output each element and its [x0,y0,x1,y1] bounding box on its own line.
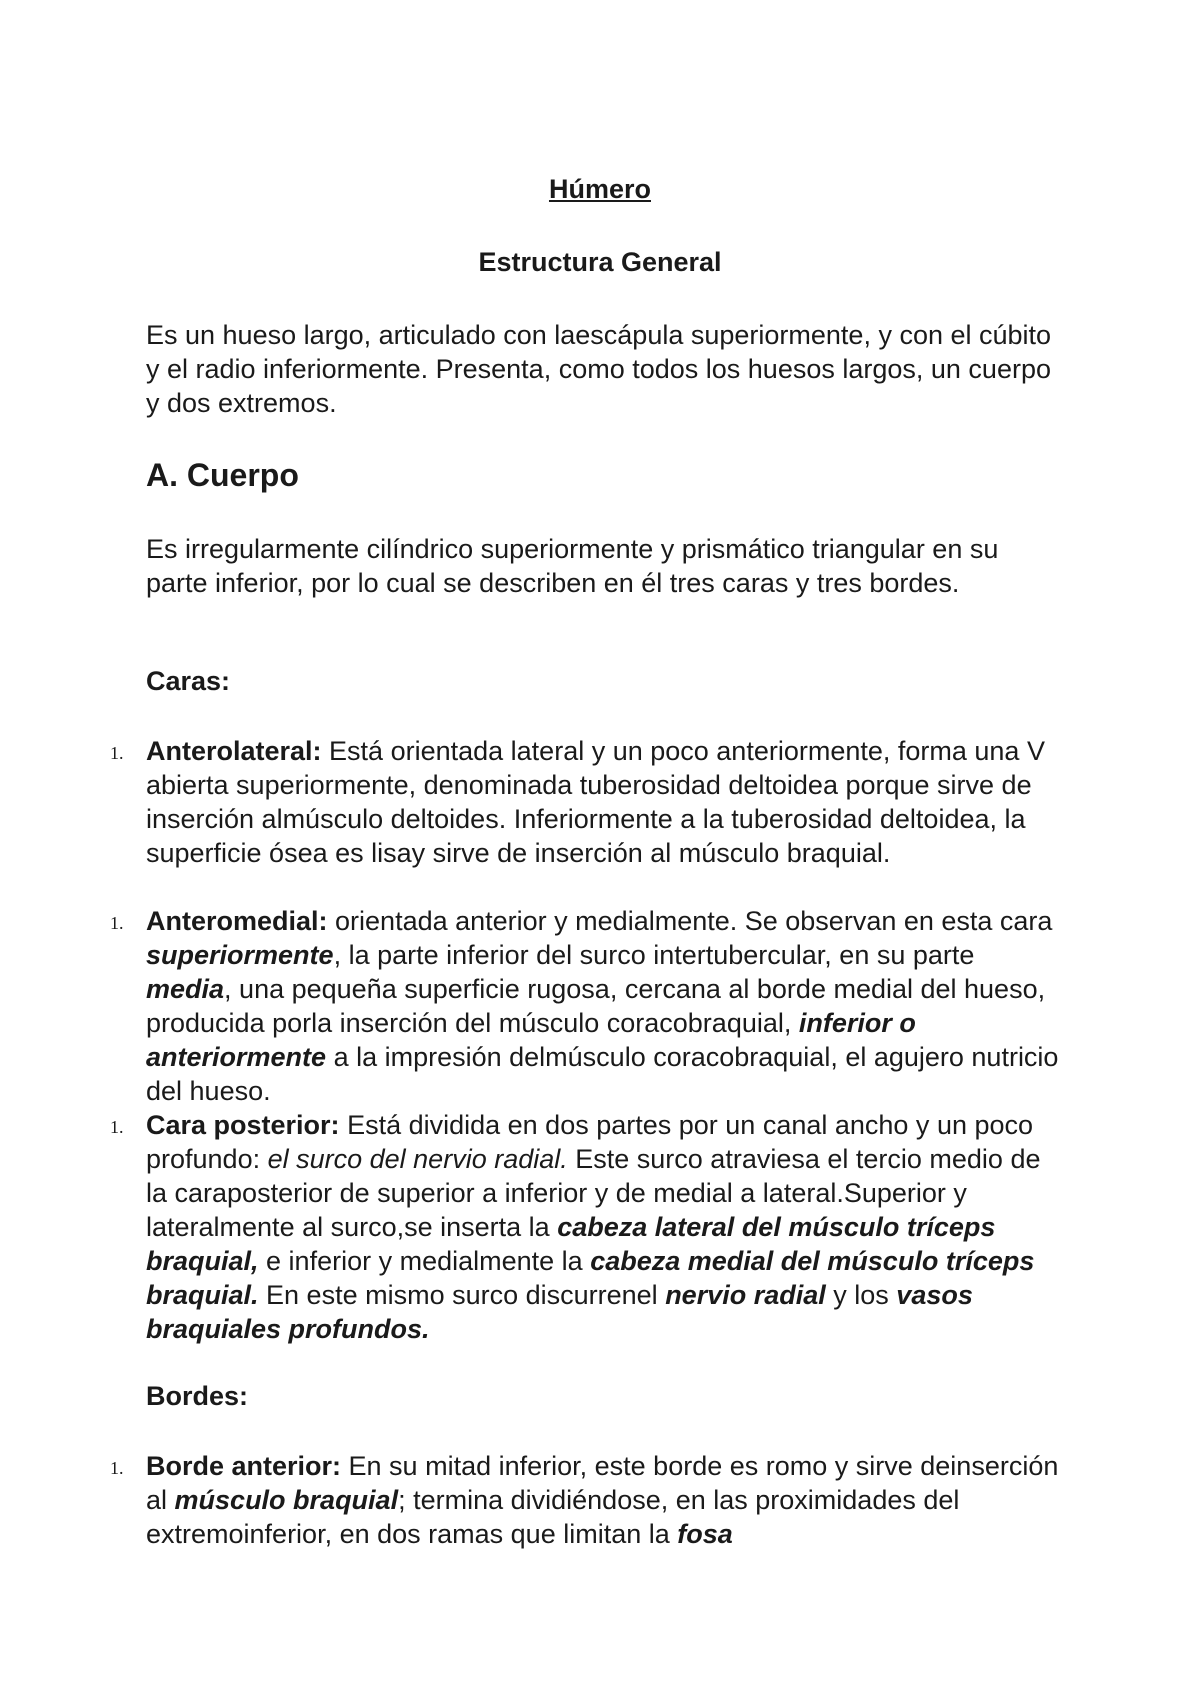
page-subtitle: Estructura General [478,247,722,277]
page-title: Húmero [548,174,651,204]
emphasis-text: fosa [677,1519,733,1549]
item-text: En su mitad inferior, este borde es romo y sirve deinserción al [146,1451,1059,1515]
item-title: Borde anterior: [146,1451,342,1481]
list-number: 1. [110,913,124,933]
section-heading-cuerpo: A. Cuerpo [146,457,299,493]
emphasis-text: vasos braquiales profundos. [146,1280,973,1344]
list-item-anterolateral [110,734,1066,870]
list-number: 1. [110,743,124,763]
bordes-label: Bordes: [146,1381,249,1411]
list-item-cara-posterior [110,1108,1066,1346]
emphasis-text: media [146,974,225,1004]
emphasis-text: inferior o anteriormente [146,1008,916,1072]
emphasis-text: cabeza medial del músculo tríceps braquial. [146,1246,1035,1310]
item-text: En este mismo surco discurrenel [258,1280,666,1310]
item-text: a la impresión delmúsculo coracobraquial, el agujero nutricio del hueso. [146,1042,1059,1106]
item-title: Anterolateral: [146,736,322,766]
list-number: 1. [110,1117,124,1137]
emphasis-text: músculo braquial [174,1485,399,1515]
emphasis-text: cabeza lateral del músculo tríceps braquial, [146,1212,996,1276]
item-text: e inferior y medialmente la [258,1246,591,1276]
list-item-borde-anterior [110,1449,1066,1551]
intro-paragraph: Es un hueso largo, articulado con laescápula superiormente, y con el cúbito y el radio inferiormente. Presenta, como todos los huesos largos, un cuerpo y dos extremos. [146,320,1052,418]
item-text: orientada anterior y medialmente. Se observan en esta cara [327,906,1053,936]
caras-label: Caras: [146,666,231,696]
item-title: Cara posterior: [146,1110,340,1140]
item-text: , una pequeña superficie rugosa, cercana al borde medial del hueso, producida porla inserción del músculo coracobraquial, [146,974,1046,1038]
item-text: Está orientada lateral y un poco anteriormente, forma una V abierta superiormente, denominada tuberosidad deltoidea porque sirve de inserción almúsculo deltoides. Inferiormente a la tuberosidad deltoidea, la superficie ósea es lisay sirve de inserción al músculo braquial. [146,736,1045,868]
cuerpo-paragraph: Es irregularmente cilíndrico superiormente y prismático triangular en su parte inferior, por lo cual se describen en él tres caras y tres bordes. [146,534,999,598]
item-text: ; termina dividiéndose, en las proximidades del extremoinferior, en dos ramas que limitan la [146,1485,960,1549]
emphasis-text: nervio radial [665,1280,826,1310]
item-title: Anteromedial: [146,906,328,936]
emphasis-text: superiormente [146,940,334,970]
italic-text: el surco del nervio radial. [267,1144,568,1174]
list-item-anteromedial [110,904,1066,1108]
item-text: y los [825,1280,897,1310]
item-text: , la parte inferior del surco intertubercular, en su parte [333,940,975,970]
item-text: Este surco atraviesa el tercio medio de la caraposterior de superior a inferior y de medial a lateral.Superior y lateralmente al surco,se inserta la [146,1144,1041,1242]
item-text: Está dividida en dos partes por un canal ancho y un poco profundo: [146,1110,1034,1174]
list-number: 1. [110,1458,124,1478]
